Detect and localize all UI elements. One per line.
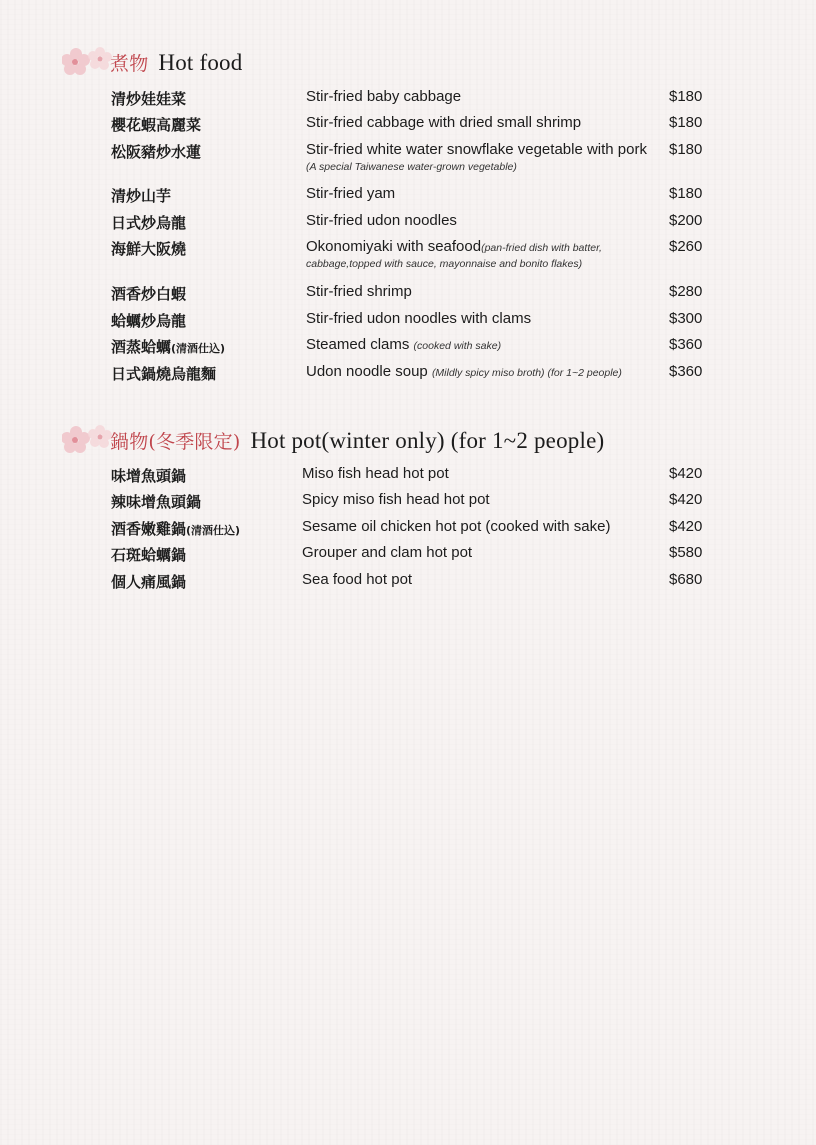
item-name-en-text: Udon noodle soup [306, 363, 432, 380]
cherry-blossom-icon [62, 420, 116, 460]
item-price: $300 [669, 310, 703, 327]
item-name-zh: 蛤蠣炒烏龍 [111, 312, 187, 330]
item-name-zh-text: 酒蒸蛤蠣 [111, 338, 172, 356]
item-price: $360 [669, 363, 703, 380]
section-title-en: Hot food [158, 50, 243, 75]
item-note: (pan-fried dish with batter, [481, 242, 602, 254]
section-title-zh: 鍋物(冬季限定) [110, 431, 241, 453]
section-title [110, 49, 242, 76]
item-price: $420 [669, 518, 703, 535]
item-name-en: Stir-fried udon noodles with clams [306, 310, 532, 327]
section-title-en: Hot pot(winter only) (for 1~2 people) [250, 428, 605, 453]
section-hot-pot [0, 418, 816, 591]
item-name-en: Stir-fried yam [306, 185, 396, 202]
item-name-en: Stir-fried baby cabbage [306, 88, 462, 105]
item-price: $180 [669, 114, 703, 131]
cherry-blossom-icon [62, 42, 116, 82]
item-name-en [306, 238, 602, 255]
item-note: (Mildly spicy miso broth) (for 1~2 people) [431, 367, 622, 379]
section-header [0, 40, 816, 84]
item-price: $180 [669, 185, 703, 202]
section-header [0, 418, 816, 462]
item-name-zh: 石斑蛤蠣鍋 [111, 546, 187, 564]
item-name-zh: 清炒娃娃菜 [111, 90, 187, 108]
item-name-zh: 日式炒烏龍 [111, 214, 187, 232]
item-name-zh: 味增魚頭鍋 [111, 467, 187, 485]
item-name-en: Stir-fried udon noodles [306, 212, 457, 229]
item-name-zh: 日式鍋燒烏龍麵 [111, 365, 217, 383]
item-name-en: Sea food hot pot [302, 571, 413, 588]
item-price: $680 [669, 571, 703, 588]
item-price: $180 [669, 88, 703, 105]
item-name-zh: 櫻花蝦高麗菜 [111, 116, 202, 134]
item-price: $280 [669, 283, 703, 300]
section-title-zh: 煮物 [110, 53, 149, 75]
item-price: $360 [669, 336, 703, 353]
item-price: $200 [669, 212, 703, 229]
item-name-en-text: Okonomiyaki with seafood [306, 238, 482, 255]
item-name-en: Stir-fried white water snowflake vegetable with pork [306, 141, 647, 158]
item-name-zh: 辣味增魚頭鍋 [111, 493, 202, 511]
item-name-zh: 酒香炒白蝦 [111, 285, 187, 303]
item-name-en: Sesame oil chicken hot pot (cooked with sake) [302, 518, 611, 535]
item-name-zh-note: (清酒仕込) [186, 524, 241, 537]
item-price: $420 [669, 465, 703, 482]
section-hot-food [0, 40, 816, 383]
item-name-en [306, 336, 501, 353]
section-title [110, 427, 604, 454]
item-name-zh [111, 518, 240, 539]
item-name-en-text: Steamed clams [306, 336, 414, 353]
item-note-continued: cabbage,topped with sauce, mayonnaise and bonito flakes) [306, 258, 583, 270]
item-name-zh: 個人痛風鍋 [111, 573, 187, 591]
item-price: $580 [669, 544, 703, 561]
item-name-zh-text: 酒香嫩雞鍋 [111, 520, 187, 538]
item-name-en: Spicy miso fish head hot pot [302, 491, 490, 508]
item-name-zh [111, 336, 225, 357]
item-price: $180 [669, 141, 703, 158]
item-name-en: Grouper and clam hot pot [302, 544, 473, 561]
item-price: $420 [669, 491, 703, 508]
item-price: $260 [669, 238, 703, 255]
item-name-en: Miso fish head hot pot [302, 465, 449, 482]
item-note: (cooked with sake) [413, 340, 502, 352]
item-name-en: Stir-fried shrimp [306, 283, 412, 300]
item-name-zh-note: (清酒仕込) [171, 342, 226, 355]
item-name-zh: 清炒山芋 [111, 187, 172, 205]
item-name-zh: 海鮮大阪燒 [111, 240, 187, 258]
item-name-zh: 松阪豬炒水蓮 [111, 143, 202, 161]
item-note: (A special Taiwanese water-grown vegetable) [306, 161, 517, 173]
item-name-en [306, 363, 622, 380]
item-name-en: Stir-fried cabbage with dried small shrimp [306, 114, 582, 131]
